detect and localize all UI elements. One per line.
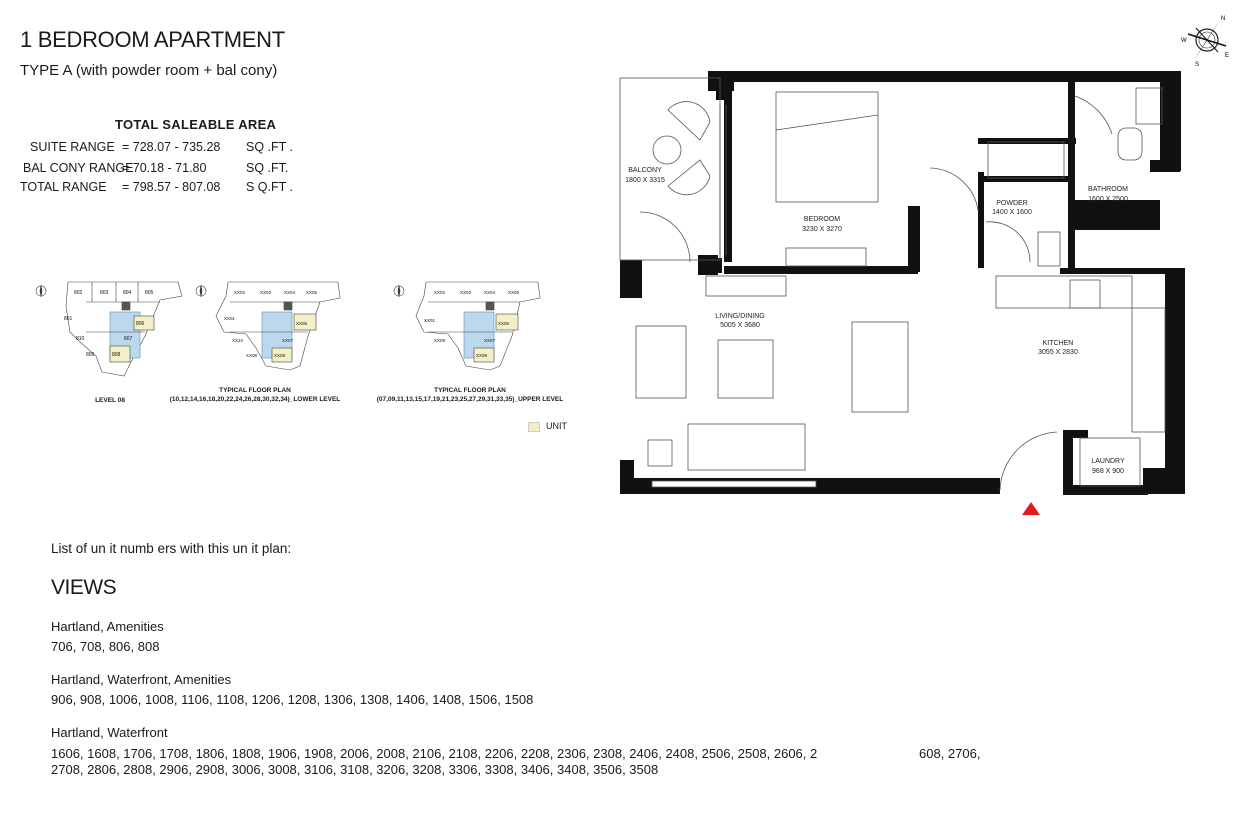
area-heading: TOTAL SALEABLE AREA	[115, 117, 277, 132]
keyplan-unit-label: XX07	[484, 338, 496, 343]
room-dims: 5005 X 3680	[720, 322, 760, 329]
plan-linework	[620, 78, 1165, 490]
view-group-units: 2708, 2806, 2808, 2906, 2908, 3006, 3008, 3106, 3108, 3206, 3208, 3306, 3308, 3406, 3408, 3506, 3508	[51, 762, 659, 777]
room-name: BATHROOM	[1088, 186, 1128, 193]
room-name: LAUNDRY	[1091, 458, 1125, 465]
unit-legend	[528, 421, 567, 432]
keyplan-caption: LEVEL 08	[95, 397, 125, 404]
unit-legend-label: UNIT	[546, 421, 567, 431]
unit-list-heading: List of un it numb ers with this un it plan:	[51, 541, 292, 556]
keyplan-unit-label: XX04	[484, 290, 496, 295]
area-value: = 70.18 - 71.80	[122, 161, 207, 175]
area-label: TOTAL RANGE	[20, 180, 107, 194]
keyplan-unit-label: 801	[64, 316, 73, 322]
view-group-name: Hartland, Amenities	[51, 619, 164, 634]
keyplan-unit-label: 804	[123, 290, 132, 296]
interior-walls	[724, 82, 1185, 274]
compass-rose-icon	[1180, 12, 1230, 67]
room-name: LIVING/DINING	[715, 313, 765, 320]
keyplan-unit-label: 803	[100, 290, 109, 296]
room-dims: 1400 X 1600	[992, 209, 1032, 216]
keyplan-unit-label: 806	[136, 321, 145, 327]
keyplan-level-08	[36, 282, 182, 376]
room-dims: 968 X 900	[1092, 468, 1124, 475]
keyplan-unit-label: 807	[124, 336, 133, 342]
room-dims: 3230 X 3270	[802, 226, 842, 233]
view-group-name: Hartland, Waterfront, Amenities	[51, 672, 232, 687]
page-title: 1 BEDROOM APARTMENT	[20, 27, 285, 52]
keyplan-lower-level	[196, 282, 340, 370]
compass-letter: N	[1221, 16, 1226, 22]
keyplan-unit-label: XX02	[234, 290, 246, 295]
compass-icon	[196, 285, 206, 297]
compass-letter: W	[1181, 38, 1187, 44]
view-group-units: 906, 908, 1006, 1008, 1106, 1108, 1206, 1208, 1306, 1308, 1406, 1408, 1506, 1508	[51, 692, 534, 707]
keyplan-unit-label: XX09	[434, 338, 446, 343]
keyplan-unit-label: 808	[112, 352, 121, 358]
keyplan-unit-label: XX06	[296, 321, 308, 326]
keyplan-unit-label: XX02	[434, 290, 446, 295]
room-name: POWDER	[996, 200, 1028, 207]
compass-icon	[394, 285, 404, 297]
keyplan-unit-label: 802	[74, 290, 83, 296]
keyplan-unit-label: XX01	[224, 316, 236, 321]
area-value: = 728.07 - 735.28	[122, 140, 221, 154]
room-dims: 1600 X 2500	[1088, 196, 1128, 203]
room-dims: 3055 X 2830	[1038, 349, 1078, 356]
area-value: = 798.57 - 807.08	[122, 180, 221, 194]
keyplan-unit-label: XX07	[282, 338, 294, 343]
room-name: BALCONY	[628, 167, 662, 174]
room-labels	[625, 167, 1128, 475]
room-dims: 1800 X 3315	[625, 177, 665, 184]
view-group-units: 608, 2706,	[919, 746, 981, 761]
view-group-units: 706, 708, 806, 808	[51, 639, 160, 654]
keyplan-unit-label: 809	[86, 352, 95, 358]
keyplan-unit-label: XX03	[460, 290, 472, 295]
views-heading: VIEWS	[51, 576, 117, 599]
view-group-units: 1606, 1608, 1706, 1708, 1806, 1808, 1906, 1908, 2006, 2008, 2106, 2108, 2206, 2208, 2306, 2308, 2406, 2408, 2506, 2508, 2606, 2	[51, 746, 818, 761]
room-name: BEDROOM	[803, 216, 841, 223]
view-group-name: Hartland, Waterfront	[51, 725, 168, 740]
area-unit: SQ .FT.	[246, 161, 289, 175]
keyplan-unit-label: XX10	[232, 338, 244, 343]
compass-letter: E	[1225, 53, 1230, 59]
area-label: SUITE RANGE	[30, 140, 115, 154]
keyplan-unit-label: XX04	[284, 290, 296, 295]
keyplan-unit-label: XX01	[424, 318, 436, 323]
unit-type-subtitle: TYPE A (with powder room + bal cony)	[20, 62, 278, 79]
area-unit: S Q.FT .	[246, 180, 293, 194]
keyplan-upper-level	[394, 282, 540, 370]
keyplan-unit-label: XX06	[498, 321, 510, 326]
compass-letter: S	[1195, 62, 1200, 67]
keyplan-unit-label: XX05	[508, 290, 520, 295]
keyplan-unit-label: XX08	[476, 353, 488, 358]
room-name: KITCHEN	[1042, 340, 1074, 347]
keyplan-unit-label: XX03	[260, 290, 272, 295]
keyplan-unit-label: 810	[76, 336, 85, 342]
area-label: BAL CONY RANGE	[23, 161, 134, 175]
keyplan-caption: TYPICAL FLOOR PLAN (07,09,11,13,15,17,19,21,23,25,27,29,31,33,35)_UPPER LEVEL	[376, 387, 564, 403]
keyplan-caption: TYPICAL FLOOR PLAN (10,12,14,16,18,20,22,24,26,28,30,32,34)_LOWER LEVEL	[169, 387, 341, 403]
compass-icon	[36, 285, 46, 297]
unit-swatch	[528, 422, 540, 432]
area-unit: SQ .FT .	[246, 140, 293, 154]
keyplan-unit-label: XX08	[274, 353, 286, 358]
keyplan-unit-label: XX09	[246, 353, 258, 358]
keyplan-unit-label: 805	[145, 290, 154, 296]
keyplan-unit-label: XX05	[306, 290, 318, 295]
floor-plan	[610, 65, 1195, 520]
entrance-marker-icon	[1022, 502, 1040, 515]
